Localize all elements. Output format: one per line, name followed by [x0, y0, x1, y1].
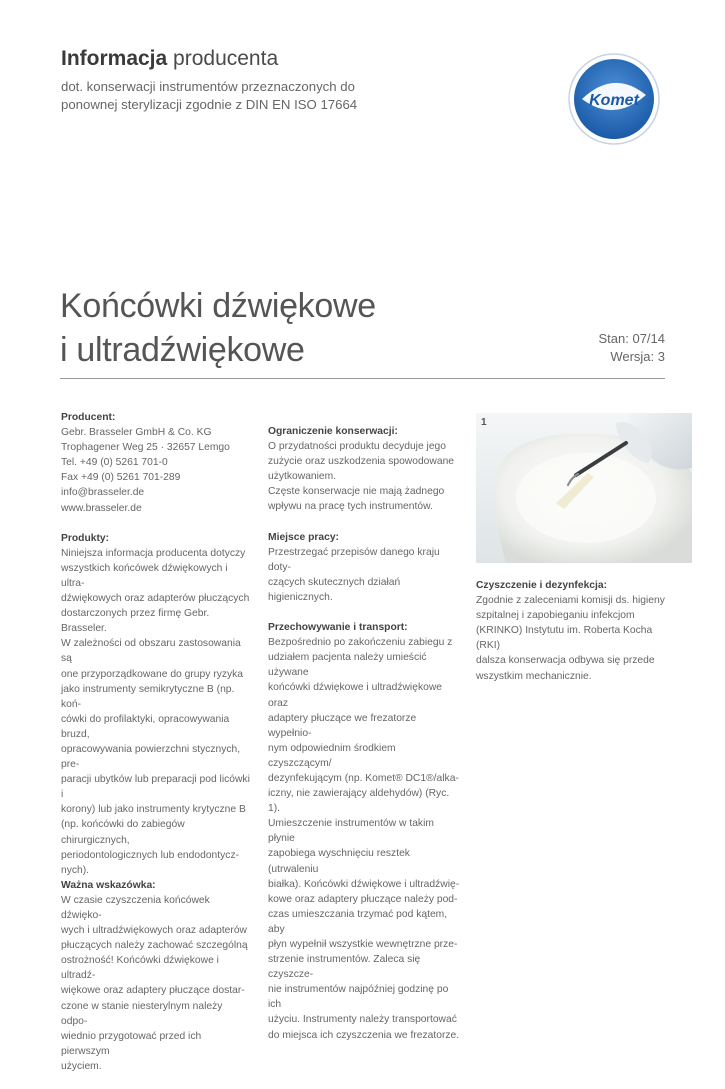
storage-heading: Przechowywanie i transport:	[268, 622, 408, 634]
header-title: Informacja producenta	[61, 47, 279, 70]
workplace-heading: Miejsce pracy:	[268, 531, 339, 543]
document-title: Końcówki dźwiękowe i ultradźwiękowe	[60, 287, 376, 369]
limitation-text: O przydatności produktu decyduje jego zużycie oraz uszkodzenia spowodowane użytkowaniem. Częste konserwacje nie mają żadnego wpływu na pracę tych instrumentów.	[268, 441, 455, 513]
title-divider	[60, 378, 665, 379]
version-info: Stan: 07/14 Wersja: 3	[598, 331, 665, 364]
svg-text:Komet: Komet	[589, 92, 639, 109]
instrument-bowl-image	[476, 413, 692, 563]
note-text: W czasie czyszczenia końcówek dźwięko- wych i ultradźwiękowych oraz adapterów płuczących należy zachować szczególną ostrożność! Końcówki dźwiękowe i ultradź- więkowe oraz adaptery płuczące dostar- czone w stanie niesterylnym należy odpo- wiednio przygotować przed ich pierwszym użyciem.	[61, 894, 248, 1072]
products-heading: Produkty:	[61, 532, 110, 544]
products-text: Niniejsza informacja producenta dotyczy wszystkich końcówek dźwiękowych i ultra- dźwiękowych oraz adapterów płuczących dostarczonych przez firmę Gebr. Brasseler. W zależności od obszaru zastosowania są one przyporządkowane do grupy ryzyka jako instrumenty semikrytyczne B (np. koń- cówki do profilaktyki, opracowywania bruzd, opracowywania powierzchni stycznych, pre- paracji ubytków lub preparacji pod licówki i korony) lub jako instrumenty krytyczne B (np. końcówki do zabiegów chirurgicznych, periodontologicznych lub endodontycz- nych).	[61, 547, 250, 876]
producer-text: Gebr. Brasseler GmbH & Co. KG Trophagener Weg 25 · 32657 Lemgo Tel. +49 (0) 5261 701-0 Fax +49 (0) 5261 701-289 info@brasseler.de www.brasseler.de	[61, 427, 230, 514]
cleaning-heading: Czyszczenie i dezynfekcja:	[476, 580, 608, 591]
producer-heading: Producent:	[61, 412, 116, 423]
figure-number: 1	[481, 417, 487, 428]
storage-text: Bezpośrednio po zakończeniu zabiegu z udziałem pacjenta należy umieścić używane końcówki dźwiękowe i ultradźwiękowe oraz adaptery płuczące we frezatorze wypełnio- nym odpowiednim środkiem czyszczącym/ dezynfekującym (np. Komet® DC1®/alka- iczny, nie zawierający aldehydów) (Ryc. 1). Umieszczenie instrumentów w takim płynie zapobiega wyschnięciu resztek (utrwaleniu białka). Końcówki dźwiękowe i ultradźwię- kowe oraz adaptery płuczące należy pod- czas umieszczania trzymać pod kątem, aby płyn wypełnił wszystkie wewnętrzne prze- strzenie instrumentów. Zaleca się czyszcze- nie instrumentów najpóźniej godzinę po ich użyciu. Instrumenty należy transportować do miejsca ich czyszczenia we frezatorze.	[268, 637, 460, 1041]
workplace-text: Przestrzegać przepisów danego kraju doty- czących skutecznych działań higienicznych.	[268, 546, 440, 603]
komet-logo	[568, 53, 660, 145]
cleaning-text: Zgodnie z zaleceniami komisji ds. higieny szpitalnej i zapobieganiu infekcjom (KRINKO) Instytutu im. Roberta Kocha (RKI) dalsza konserwacja odbywa się przede wszystkim mechanicznie.	[476, 595, 665, 682]
limitation-heading: Ograniczenie konserwacji:	[268, 426, 398, 437]
header-subtitle: dot. konserwacji instrumentów przeznaczonych do ponownej sterylizacji zgodnie z DIN EN ISO 17664	[61, 79, 358, 112]
column-left	[61, 410, 251, 1089]
column-middle	[268, 424, 460, 1058]
note-heading: Ważna wskazówka:	[61, 879, 156, 891]
column-right	[476, 578, 668, 699]
figure-photo	[476, 413, 692, 563]
